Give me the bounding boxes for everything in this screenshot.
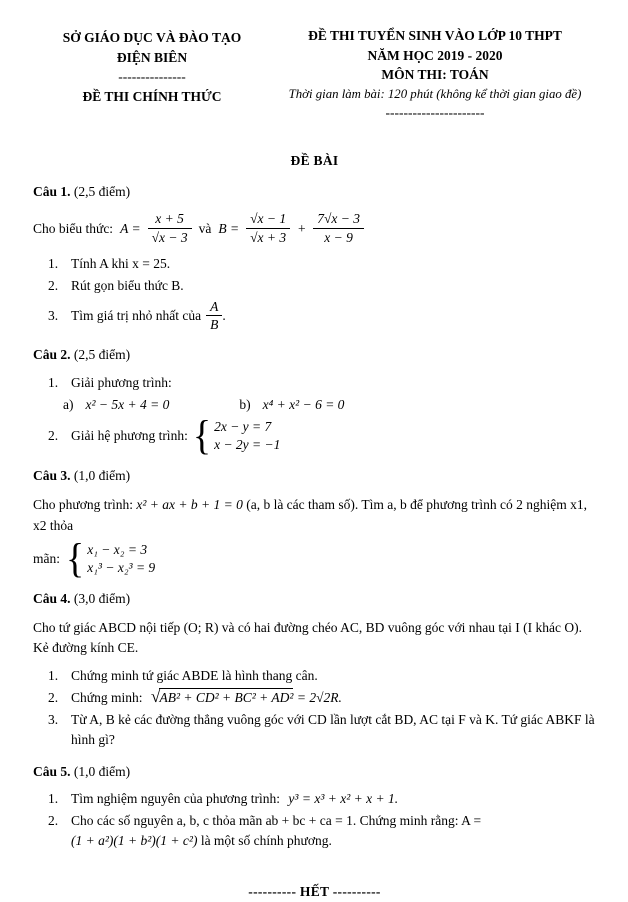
cau3-problem-text	[33, 495, 596, 536]
system-equations	[214, 418, 280, 454]
item-number: 2.	[48, 427, 59, 443]
item-text: Cho các số nguyên a, b, c thỏa mãn ab + bc + ca = 1. Chứng minh rằng: A =	[71, 813, 482, 829]
document-title: ĐỀ BÀI	[290, 152, 339, 168]
list-item	[33, 413, 596, 459]
item-number: 2.	[48, 278, 59, 294]
fraction-b1	[246, 211, 290, 247]
item-text: Từ A, B kẻ các đường thẳng vuông góc với CD lần lượt cắt BD, AC tại F và K. Tứ giác ABKF là hình gì?	[71, 712, 595, 748]
issuing-authority-block	[33, 26, 271, 123]
cau1-item-list	[33, 254, 596, 334]
equation-b-group	[239, 397, 344, 412]
cau1-label: Câu 1.	[33, 184, 71, 200]
equation-system	[66, 536, 156, 582]
equation-pair-row	[33, 395, 596, 415]
cau4-problem-text: Cho tứ giác ABCD nội tiếp (O; R) và có hai đường chéo AC, BD vuông góc với nhau tại I (I khác O). Kẻ đường kính CE.	[33, 620, 582, 656]
cau3-label: Câu 3.	[33, 468, 71, 484]
list-item	[33, 666, 596, 686]
fraction-a-over-b	[206, 299, 222, 335]
section-cau1-heading	[33, 182, 596, 202]
exam-year: NĂM HỌC 2019 - 2020	[367, 47, 503, 63]
list-item	[33, 373, 596, 393]
cau3-points: (1,0 điểm)	[73, 468, 131, 484]
fraction-a	[148, 211, 192, 247]
list-item	[33, 299, 596, 335]
and-word: và	[198, 221, 212, 237]
cau1-points: (2,5 điểm)	[73, 184, 131, 200]
fraction-b2-denominator: x − 9	[324, 230, 353, 246]
fraction-b2-numerator: 7√x − 3	[313, 211, 364, 229]
fraction-b1-numerator: √x − 1	[246, 211, 290, 229]
document-header	[33, 26, 596, 123]
list-item	[33, 811, 596, 852]
end-of-exam-marker: ---------- HẾT ----------	[248, 883, 381, 899]
fraction-ab-denominator: B	[210, 317, 219, 333]
section-cau3-heading	[33, 466, 596, 486]
radical-sign: √	[150, 685, 161, 706]
item-number: 1.	[48, 790, 59, 806]
equation-rhs: = 2√2R.	[296, 689, 342, 705]
equation-a: x² − 5x + 4 = 0	[85, 396, 170, 412]
section-cau4-heading	[33, 589, 596, 609]
authority-name: SỞ GIÁO DỤC VÀ ĐÀO TẠO	[62, 30, 242, 45]
item-text: Giải phương trình:	[71, 374, 172, 390]
right-divider-dashes: ----------------------	[385, 105, 485, 121]
item-number: 1.	[48, 667, 59, 683]
cau1-expression-row	[33, 211, 596, 247]
system-brace: {	[66, 536, 85, 582]
fraction-ab-numerator: A	[206, 299, 222, 317]
cau3-man-word: mãn:	[33, 550, 60, 566]
system-equation-2: x − 2y = −1	[214, 437, 281, 453]
cau4-item-list	[33, 666, 596, 751]
item-text: Giải hệ phương trình:	[71, 427, 188, 443]
item-text: Tìm giá trị nhỏ nhất của	[71, 308, 202, 324]
list-item	[33, 685, 596, 708]
item-text: Tìm nghiệm nguyên của phương trình:	[71, 790, 281, 806]
item-number: 1.	[48, 374, 59, 390]
exam-duration: Thời gian làm bài: 120 phút (không kể thời gian giao đề)	[288, 86, 582, 101]
system-brace: {	[192, 413, 212, 459]
cau5-item-list	[33, 789, 596, 852]
item-number: 3.	[48, 712, 59, 728]
equation-a-group	[63, 395, 236, 415]
formula-a-lhs: A =	[120, 221, 141, 237]
equation-b-label: b)	[239, 396, 251, 412]
list-item	[33, 276, 596, 296]
cau3-system-row	[33, 536, 596, 582]
cau4-points: (3,0 điểm)	[73, 590, 131, 606]
fraction-b1-denominator: √x + 3	[250, 230, 287, 246]
item-text: Chứng minh tứ giác ABDE là hình thang cân.	[71, 667, 318, 683]
item-text: Chứng minh:	[71, 689, 143, 705]
item-text: Tính A khi x = 25.	[71, 256, 171, 272]
item-text: Rút gọn biểu thức B.	[71, 278, 184, 294]
cau2-points: (2,5 điểm)	[73, 347, 131, 363]
fraction-a-denominator: √x − 3	[151, 230, 188, 246]
plus-operator: +	[297, 221, 307, 237]
item-number: 2.	[48, 813, 59, 829]
system-equation-1: 2x − y = 7	[214, 418, 272, 434]
sentence-period: .	[222, 308, 226, 324]
cau5-label: Câu 5.	[33, 763, 71, 779]
left-divider-dashes: ---------------	[118, 69, 186, 85]
system-equations	[87, 541, 155, 577]
equation-a-label: a)	[63, 396, 74, 412]
cau2-label: Câu 2.	[33, 347, 71, 363]
official-exam-label: ĐỀ THI CHÍNH THỨC	[82, 88, 222, 104]
cau3-equation: x² + ax + b + 1 = 0	[136, 497, 243, 513]
equation-system	[192, 413, 281, 459]
list-item	[33, 789, 596, 809]
formula-b-lhs: B =	[218, 221, 240, 237]
cau5-equation-1: y³ = x³ + x² + x + 1.	[288, 790, 399, 806]
cau5-points: (1,0 điểm)	[73, 763, 131, 779]
cau3-intro: Cho phương trình:	[33, 497, 133, 513]
cau4-label: Câu 4.	[33, 590, 71, 606]
item-text-end: là một số chính phương.	[200, 833, 332, 849]
fraction-a-numerator: x + 5	[148, 211, 192, 229]
square-root-expression	[150, 685, 294, 706]
list-item	[33, 710, 596, 751]
section-cau2-heading	[33, 345, 596, 365]
exam-title-block	[274, 26, 596, 123]
item-number: 2.	[48, 689, 59, 705]
system-equation-2: x₁³ − x₂³ = 9	[87, 559, 156, 575]
exam-subject: MÔN THI: TOÁN	[381, 67, 489, 83]
list-item	[33, 254, 596, 274]
item-number: 1.	[48, 256, 59, 272]
system-equation-1: x₁ − x₂ = 3	[87, 541, 148, 557]
radicand: AB² + CD² + BC² + AD²	[159, 689, 294, 705]
item-number: 3.	[48, 308, 59, 324]
equation-b: x⁴ + x² − 6 = 0	[262, 396, 345, 412]
cau1-intro-text: Cho biểu thức:	[33, 221, 114, 237]
cau3-condition-text: (a, b là các tham số). Tìm a, b để phương trình có 2 nghiệm x1, x2 thỏa	[33, 497, 587, 533]
exam-title: ĐỀ THI TUYỂN SINH VÀO LỚP 10 THPT	[308, 28, 562, 43]
cau2-item-list	[33, 373, 596, 459]
cau5-product-expression: (1 + a²)(1 + b²)(1 + c²)	[71, 833, 198, 849]
fraction-b2	[313, 211, 364, 247]
authority-province: ĐIỆN BIÊN	[116, 49, 188, 65]
section-cau5-heading	[33, 762, 596, 782]
